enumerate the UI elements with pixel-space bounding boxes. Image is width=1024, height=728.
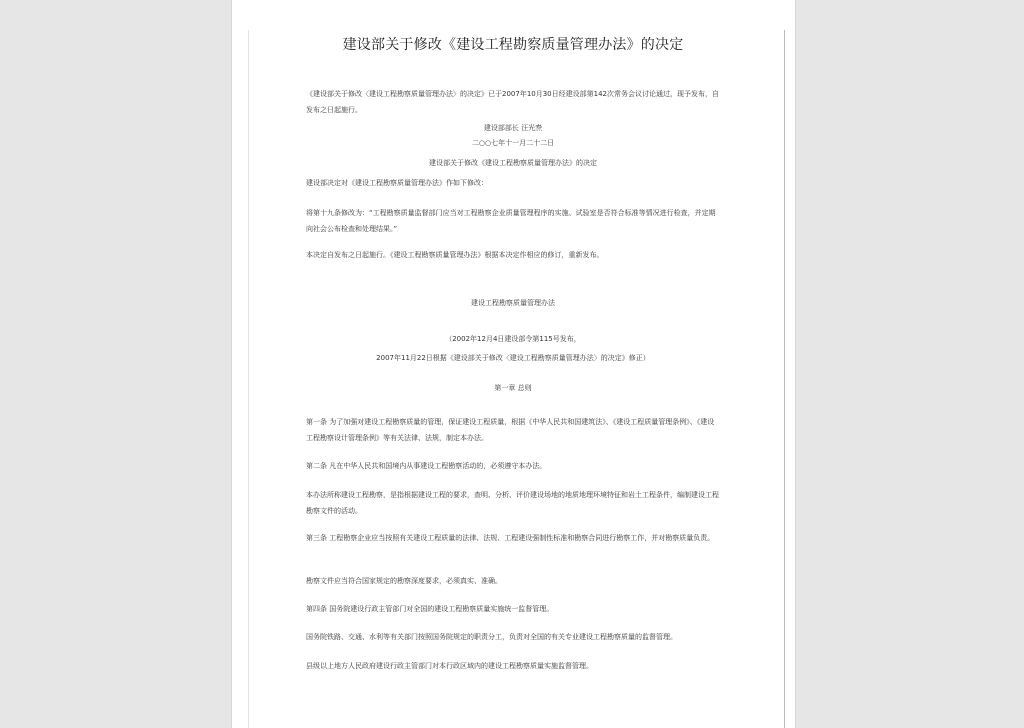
amendment-paragraph: 将第十九条修改为：“工程勘察质量监督部门应当对工程勘察企业质量管理程序的实施、试验室是否符合标准等情况进行检查，并定期向社会公布检查和处理结果。” xyxy=(306,209,716,233)
law-issue-note: （2002年12月4日建设部令第115号发布， xyxy=(445,335,581,343)
law-revision-note: 2007年11月22日根据《建设部关于修改〈建设工程勘察质量管理办法〉的决定》修正） xyxy=(376,354,650,362)
article-4-local: 县级以上地方人民政府建设行政主管部门对本行政区域内的建设工程勘察质量实施监督管理。 xyxy=(306,662,593,670)
document-page[interactable] xyxy=(231,0,796,728)
decision-heading: 建设部关于修改《建设工程勘察质量管理办法》的决定 xyxy=(429,159,597,167)
article-3: 第三条 工程勘察企业应当按照有关建设工程质量的法律、法规、工程建设强制性标准和勘察合同进行勘察工作，并对勘察质量负责。 xyxy=(306,534,715,542)
article-1: 第一条 为了加强对建设工程勘察质量的管理，保证建设工程质量，根据《中华人民共和国建筑法》、《建设工程质量管理条例》、《建设工程勘察设计管理条例》等有关法律、法规，制定本办法。 xyxy=(306,418,715,442)
decision-line: 建设部决定对《建设工程勘察质量管理办法》作如下修改： xyxy=(306,179,488,187)
document-title: 建设部关于修改《建设工程勘察质量管理办法》的决定 xyxy=(342,37,684,53)
page-frame xyxy=(248,30,785,728)
signature-name: 建设部部长 汪光焘 xyxy=(483,124,543,132)
article-4: 第四条 国务院建设行政主管部门对全国的建设工程勘察质量实施统一监督管理。 xyxy=(306,605,554,613)
article-2-definition: 本办法所称建设工程勘察，是指根据建设工程的要求，查明、分析、评价建设场地的地质地理环境特征和岩土工程条件，编制建设工程勘察文件的活动。 xyxy=(306,491,719,515)
effective-paragraph: 本决定自发布之日起施行。《建设工程勘察质量管理办法》根据本决定作相应的修订，重新发布。 xyxy=(306,251,604,259)
article-2: 第二条 凡在中华人民共和国境内从事建设工程勘察活动的，必须遵守本办法。 xyxy=(306,462,547,470)
law-title: 建设工程勘察质量管理办法 xyxy=(471,299,555,307)
article-3-requirement: 勘察文件应当符合国家规定的勘察深度要求，必须真实、准确。 xyxy=(306,577,502,585)
chapter-heading: 第一章 总则 xyxy=(494,384,532,392)
signature-date: 二○○七年十一月二十二日 xyxy=(471,139,555,147)
article-4-departments: 国务院铁路、交通、水利等有关部门按照国务院规定的职责分工，负责对全国的有关专业建设工程勘察质量的监督管理。 xyxy=(306,633,677,641)
intro-paragraph: 《建设部关于修改〈建设工程勘察质量管理办法〉的决定》已于2007年10月30日经建设部第142次常务会议讨论通过，现予发布，自发布之日起施行。 xyxy=(306,90,719,114)
